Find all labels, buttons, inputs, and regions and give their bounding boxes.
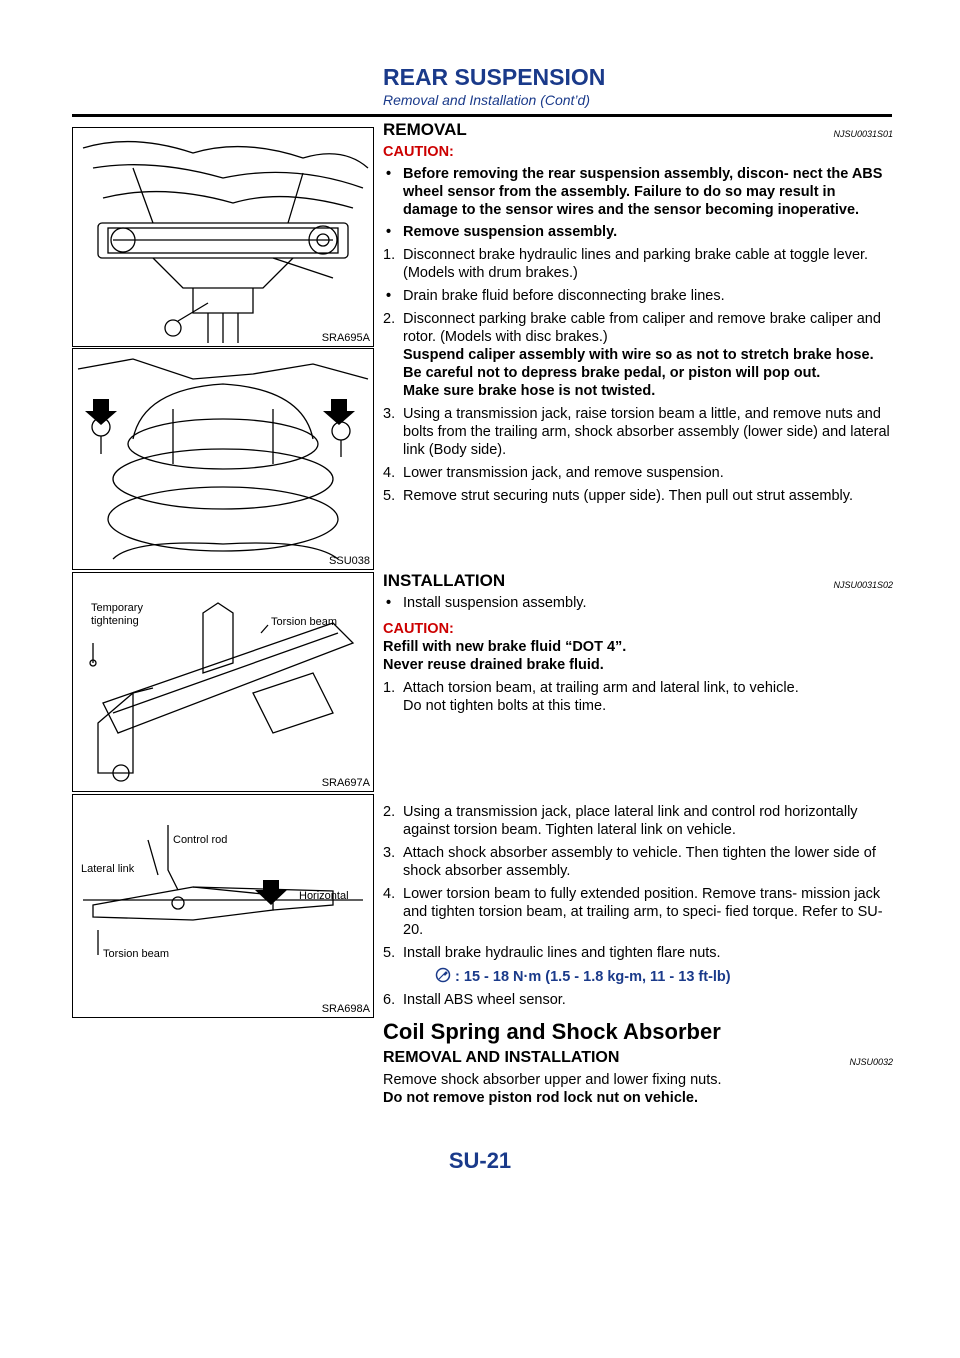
torsion-beam-illustration [73, 573, 373, 791]
figure-sra698a [72, 794, 374, 1018]
figure-caption: SRA695A [321, 332, 370, 344]
list-item: 4. Lower transmission jack, and remove suspension. [383, 465, 724, 481]
body-text: Do not remove piston rod lock nut on vehicle. [383, 1090, 699, 1106]
figure-ssu038 [72, 348, 374, 570]
removal-heading: REMOVAL NJSU0031S01 [383, 121, 893, 139]
lateral-link-illustration [73, 795, 373, 1017]
caution-text: Never reuse drained brake fluid. [383, 657, 604, 673]
list-item: 2. Using a transmission jack, place lateral link and control rod horizontally against torsion beam. Tighten lateral link on vehicle. [383, 804, 858, 838]
figure-caption: SRA697A [321, 777, 370, 789]
removal-section [383, 121, 893, 510]
label-tightening: tightening [91, 615, 139, 627]
list-item: 5. Remove strut securing nuts (upper side). Then pull out strut assembly. [383, 488, 853, 504]
figure-sra695a [72, 127, 374, 347]
list-item: • Remove suspension assembly. [383, 223, 893, 241]
list-item: 1. Disconnect brake hydraulic lines and parking brake cable at toggle lever. (Models with drum brakes.) [383, 247, 869, 281]
reference-code: NJSU0032 [849, 1057, 893, 1067]
installation-section [383, 572, 893, 720]
label-torsion-beam: Torsion beam [103, 948, 170, 960]
section-title: Coil Spring and Shock Absorber [383, 1019, 721, 1044]
caution-text: Refill with new brake fluid “DOT 4”. [383, 639, 627, 655]
caution-label: CAUTION: [383, 621, 454, 637]
suspension-jack-illustration [73, 128, 373, 346]
list-item: • Before removing the rear suspension assembly, discon- nect the ABS wheel sensor from the assembly. Failure to do so may result in damage to the sensor wires and the sensor becoming inoperative. [383, 165, 893, 219]
list-item: 2. Disconnect parking brake cable from caliper and remove brake caliper and rotor. (Models with disc brakes.) Suspend caliper assembly with wire so as not to stretch brake hose. Be careful not to depress brake pedal, or piston will pop out. Make sure brake hose is not twisted. [383, 311, 881, 399]
figure-sra697a [72, 572, 374, 792]
list-item: 5. Install brake hydraulic lines and tighten flare nuts. [383, 945, 721, 961]
torque-spec: : 15 - 18 N·m (1.5 - 1.8 kg-m, 11 - 13 ft-lb) [383, 967, 893, 986]
list-item: 3. Using a transmission jack, raise torsion beam a little, and remove nuts and bolts from the trailing arm, shock absorber assembly (lower side) and lateral link (Body side). [383, 406, 890, 458]
arrow-down-icon [85, 399, 117, 425]
page-subtitle: Removal and Installation (Cont’d) [383, 92, 590, 108]
installation-heading: INSTALLATION NJSU0031S02 [383, 572, 893, 590]
figure-caption: SRA698A [321, 1003, 370, 1015]
caution-label: CAUTION: [383, 144, 454, 160]
body-text: Remove shock absorber upper and lower fixing nuts. [383, 1072, 722, 1088]
reference-code: NJSU0031S02 [833, 580, 893, 590]
label-temporary: Temporary [91, 602, 143, 614]
list-item: 3. Attach shock absorber assembly to vehicle. Then tighten the lower side of shock absorber assembly. [383, 845, 876, 879]
label-control-rod: Control rod [173, 834, 228, 846]
installation-steps-continued [383, 798, 893, 1107]
coil-spring-illustration [73, 349, 373, 569]
label-horizontal: Horizontal [299, 890, 349, 902]
torque-wrench-icon [435, 967, 451, 983]
list-item: 1. Attach torsion beam, at trailing arm and lateral link, to vehicle. Do not tighten bolts at this time. [383, 680, 799, 714]
list-item: • Drain brake fluid before disconnecting brake lines. [383, 287, 893, 305]
label-lateral-link: Lateral link [81, 863, 135, 875]
list-item: • Install suspension assembly. [383, 594, 893, 612]
page-number: SU-21 [448, 1148, 512, 1173]
list-item: 6. Install ABS wheel sensor. [383, 992, 566, 1008]
coil-heading: REMOVAL AND INSTALLATION NJSU0032 [383, 1049, 893, 1067]
arrow-down-icon [323, 399, 355, 425]
reference-code: NJSU0031S01 [833, 129, 893, 139]
label-torsion-beam: Torsion beam [271, 616, 338, 628]
page-title: REAR SUSPENSION [383, 64, 606, 90]
list-item: 4. Lower torsion beam to fully extended position. Remove trans- mission jack and tighten torsion beam, at trailing arm, to speci- fied torque. Refer to SU-20. [383, 886, 883, 938]
arrow-down-icon [255, 880, 287, 905]
header-rule [72, 114, 892, 117]
figure-caption: SSU038 [329, 555, 370, 567]
